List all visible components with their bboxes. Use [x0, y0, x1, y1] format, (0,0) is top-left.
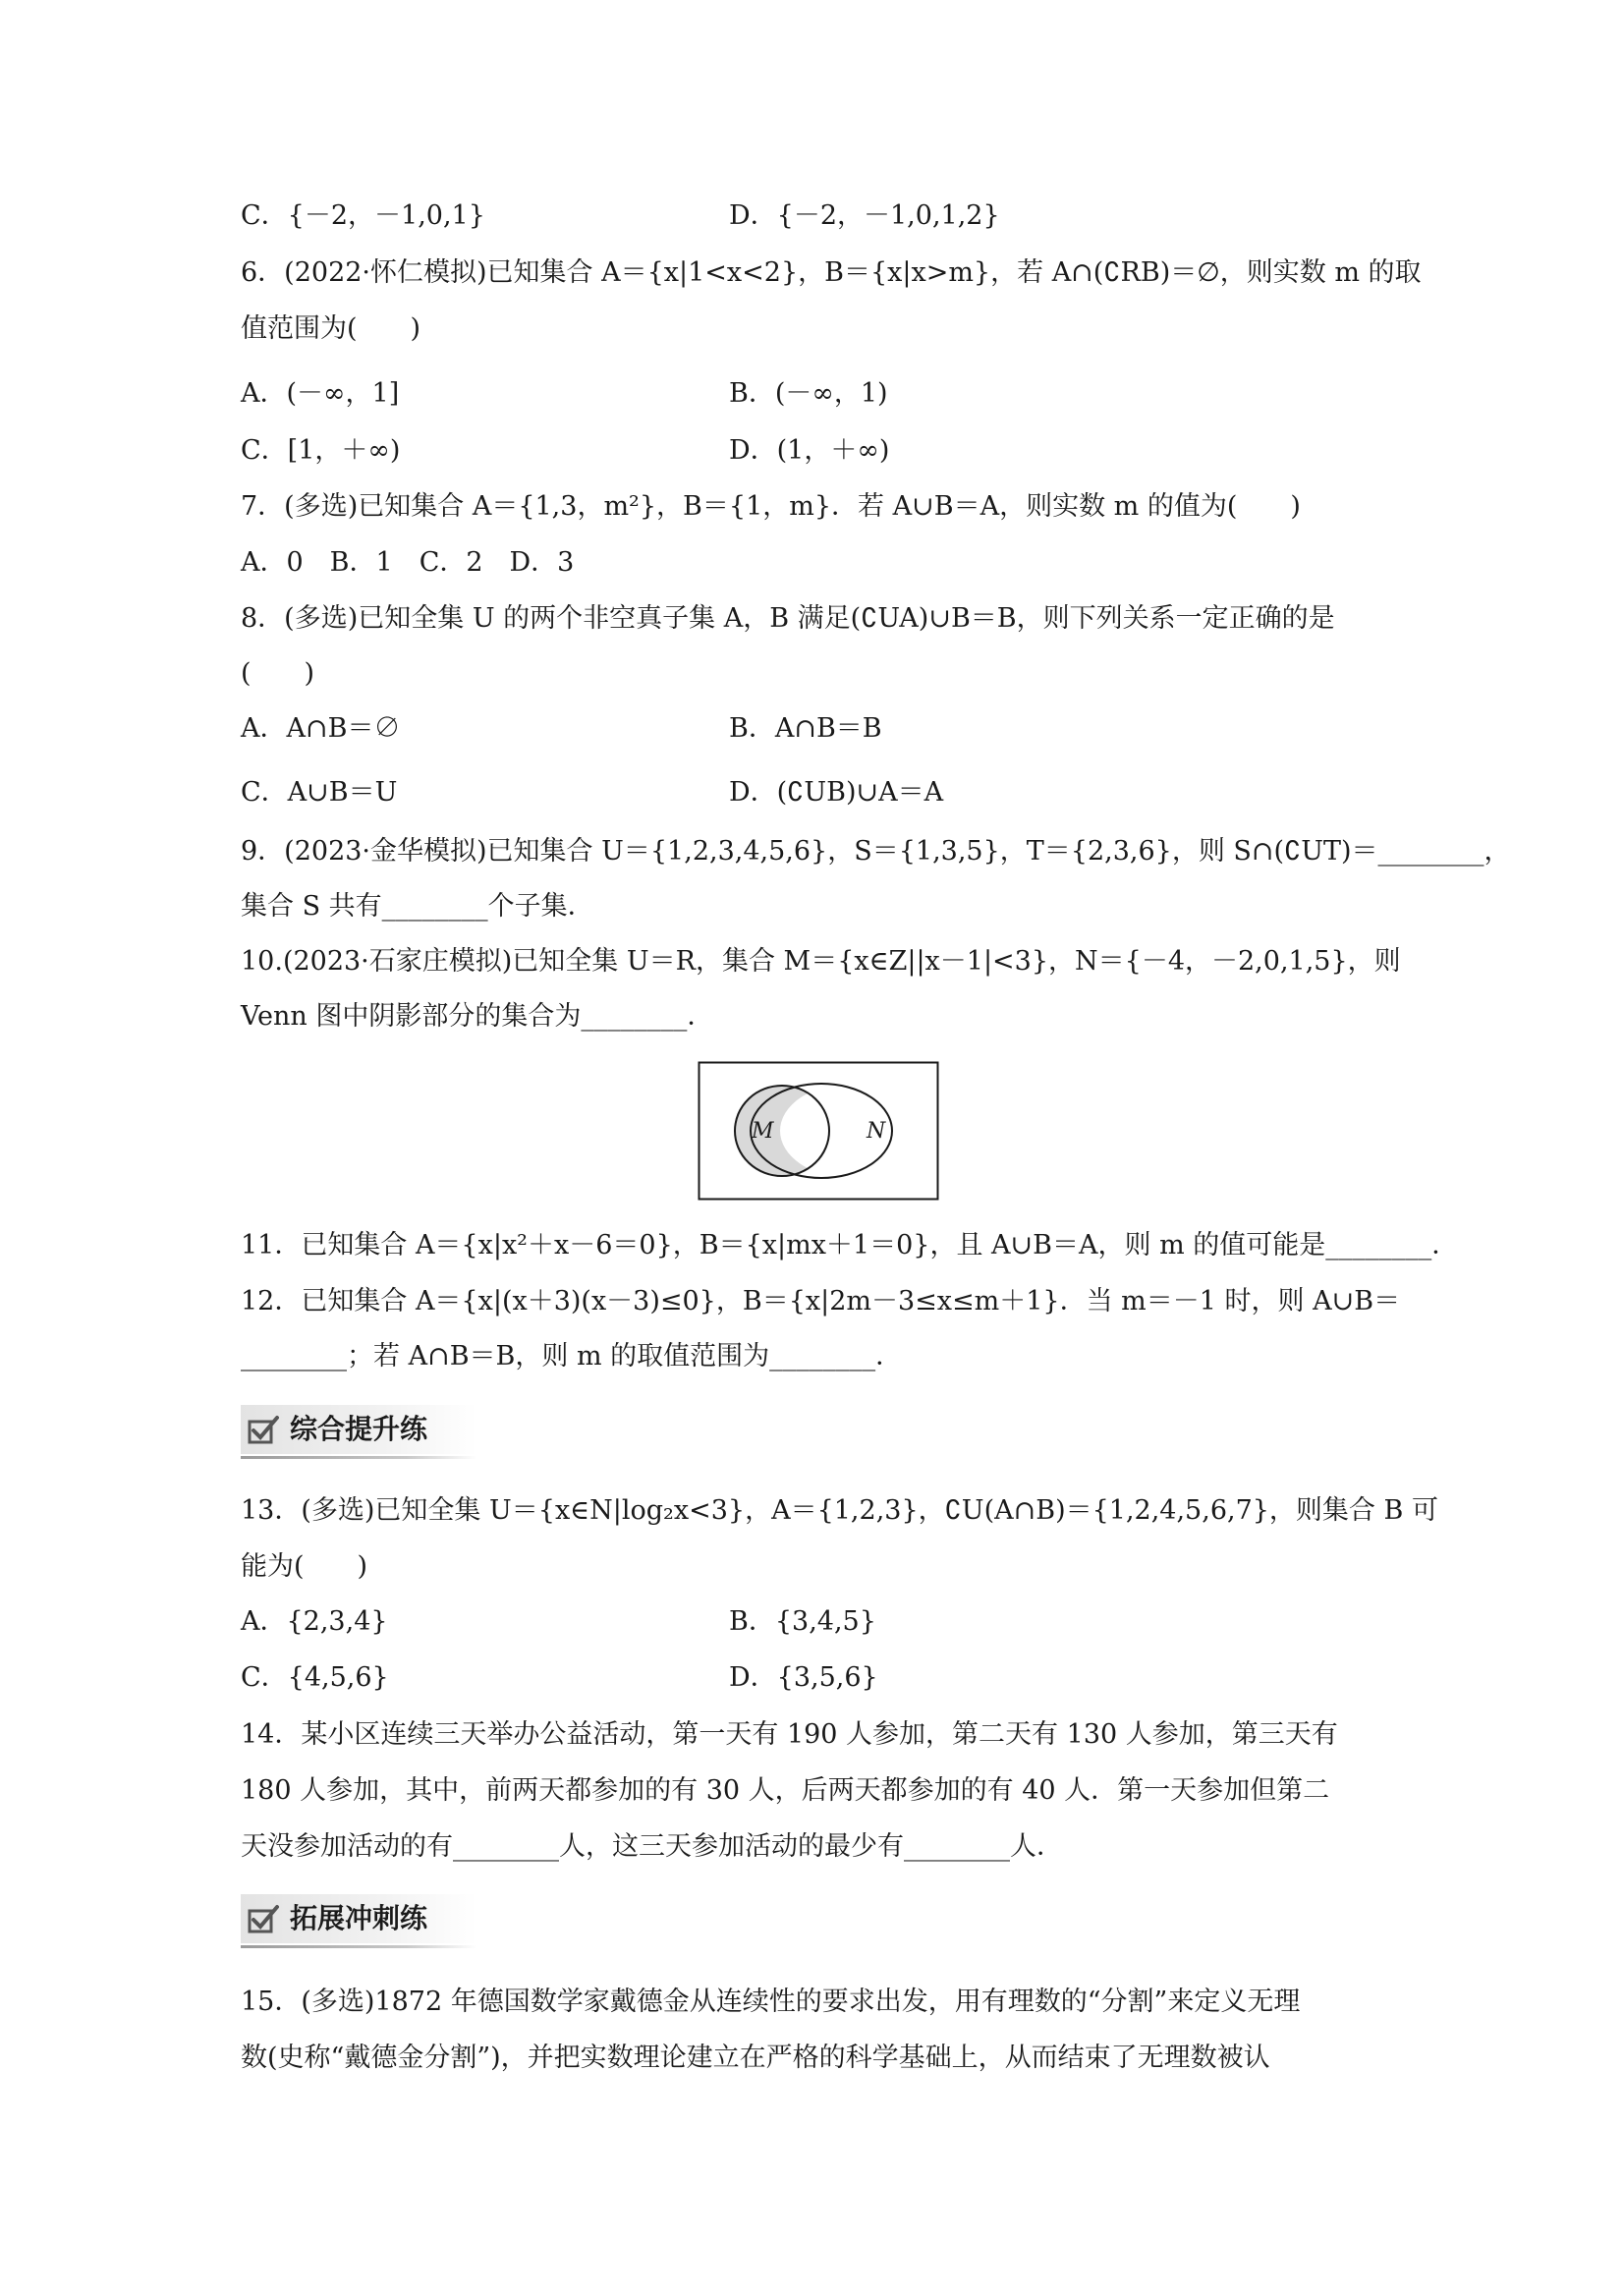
section-header-comprehensive — [241, 1405, 476, 1460]
q10-stem-line1: 10.(2023·石家庄模拟)已知全集 U＝R，集合 M＝{x∈Z||x－1|<3}，N＝{－4，－2,0,1,5}，则 — [241, 946, 1401, 977]
q13-option-a: A．{2,3,4} — [241, 1606, 388, 1637]
q12-stem-line2: ________；若 A∩B＝B，则 m 的取值范围为________． — [241, 1341, 903, 1372]
q13-option-c: C．{4,5,6} — [241, 1662, 389, 1693]
q6-stem-line1: 6．(2022·怀仁模拟)已知集合 A＝{x|1<x<2}，B＝{x|x>m}，若 A∩(∁RB)＝∅，则实数 m 的取 — [241, 257, 1422, 288]
section-title: 综合提升练 — [290, 1413, 428, 1445]
q6-option-b: B．(－∞，1) — [729, 378, 888, 409]
q15-stem-line2: 数(史称“戴德金分割”)，并把实数理论建立在严格的科学基础上，从而结束了无理数被认 — [241, 2043, 1270, 2073]
q9-stem-line1: 9．(2023·金华模拟)已知集合 U＝{1,2,3,4,5,6}，S＝{1,3,5}，T＝{2,3,6}，则 S∩(∁UT)＝________， — [241, 836, 1511, 867]
section-title: 拓展冲刺练 — [290, 1902, 428, 1934]
q13-option-d: D．{3,5,6} — [729, 1662, 878, 1693]
venn-label-m: M — [752, 1119, 774, 1144]
q10-stem-line2: Venn 图中阴影部分的集合为________． — [241, 1001, 714, 1032]
venn-label-n: N — [867, 1119, 886, 1144]
q8-stem-line2: ( ) — [241, 658, 315, 689]
q8-option-c: C．A∪B＝U — [241, 777, 398, 808]
q14-stem-line3: 天没参加活动的有________人，这三天参加活动的最少有________人． — [241, 1831, 1063, 1862]
q8-option-d: D．(∁UB)∪A＝A — [729, 777, 944, 808]
checkbox-icon — [247, 1903, 280, 1934]
q13-stem-line2: 能为( ) — [241, 1551, 368, 1582]
q12-stem-line1: 12．已知集合 A＝{x|(x＋3)(x－3)≤0}，B＝{x|2m－3≤x≤m＋1}．当 m＝－1 时，则 A∪B＝ — [241, 1286, 1401, 1316]
section-header-extension — [241, 1894, 476, 1949]
q5-option-c: C．{－2，－1,0,1} — [241, 200, 485, 231]
q6-stem-line2: 值范围为( ) — [241, 313, 421, 344]
q15-stem-line1: 15．(多选)1872 年德国数学家戴德金从连续性的要求出发，用有理数的“分割”来定义无理 — [241, 1987, 1301, 2017]
q6-option-c: C．[1，＋∞) — [241, 435, 401, 466]
q14-stem-line2: 180 人参加，其中，前两天都参加的有 30 人，后两天都参加的有 40 人．第一天参加但第二 — [241, 1775, 1330, 1806]
q6-option-d: D．(1，＋∞) — [729, 435, 890, 466]
q9-stem-line2: 集合 S 共有________个子集． — [241, 891, 594, 922]
q8-option-b: B．A∩B＝B — [729, 713, 882, 744]
q6-option-a: A．(－∞，1] — [241, 378, 400, 409]
checkbox-icon — [247, 1414, 280, 1445]
q7-stem: 7．(多选)已知集合 A＝{1,3，m²}，B＝{1，m}．若 A∪B＝A，则实数 m 的值为( ) — [241, 491, 1301, 522]
q8-stem-line1: 8．(多选)已知全集 U 的两个非空真子集 A，B 满足(∁UA)∪B＝B，则下列关系一定正确的是 — [241, 603, 1335, 634]
venn-diagram — [698, 1061, 939, 1201]
q8-option-a: A．A∩B＝∅ — [241, 713, 401, 744]
q11-stem: 11．已知集合 A＝{x|x²＋x－6＝0}，B＝{x|mx＋1＝0}，且 A∪B＝A，则 m 的值可能是________． — [241, 1230, 1459, 1260]
q7-options: A．0 B．1 C．2 D．3 — [241, 547, 575, 578]
q14-stem-line1: 14．某小区连续三天举办公益活动，第一天有 190 人参加，第二天有 130 人参加，第三天有 — [241, 1719, 1338, 1750]
q13-option-b: B．{3,4,5} — [729, 1606, 876, 1637]
q13-stem-line1: 13．(多选)已知全集 U＝{x∈N|log₂x<3}，A＝{1,2,3}，∁U(A∩B)＝{1,2,4,5,6,7}，则集合 B 可 — [241, 1495, 1438, 1526]
q5-option-d: D．{－2，－1,0,1,2} — [729, 200, 1000, 231]
